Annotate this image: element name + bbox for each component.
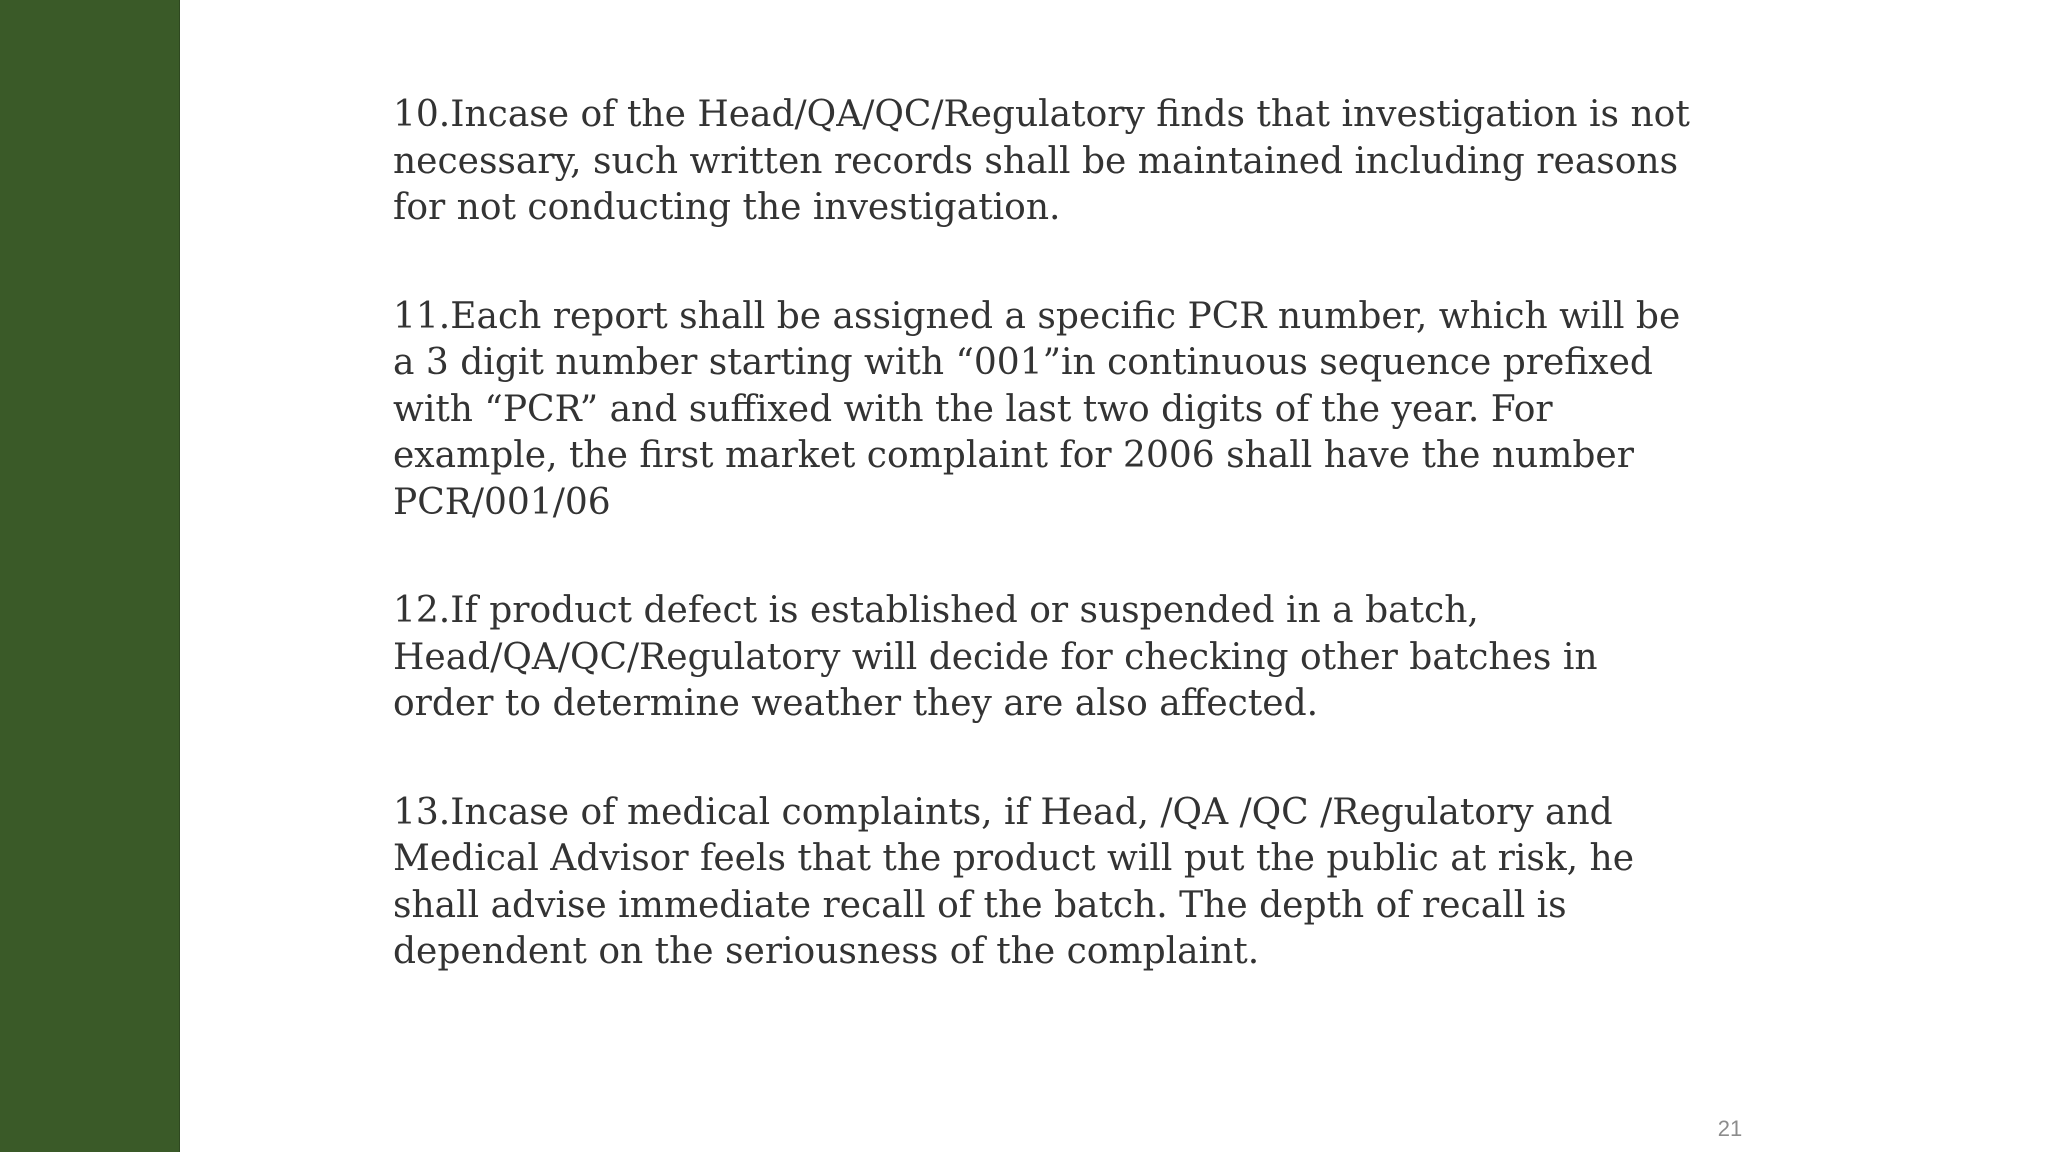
side-accent-bar bbox=[0, 0, 180, 1152]
paragraph-12: 12.If product defect is established or suspended in a batch, Head/QA/QC/Regulatory will decide for checking other batches in order to determine weather they are also affected. bbox=[393, 590, 1598, 724]
paragraph-13: 13.Incase of medical complaints, if Head, /QA /QC /Regulatory and Medical Advisor feels that the product will put the public at risk, he shall advise immediate recall of the batch. The depth of recall is dependent on the seriousness of the complaint. bbox=[393, 791, 1635, 972]
slide-body bbox=[393, 92, 1693, 976]
page-number: 21 bbox=[1717, 1116, 1743, 1141]
paragraph-11: 11.Each report shall be assigned a specific PCR number, which will be a 3 digit number starting with “001”in continuous sequence prefixed with “PCR” and suffixed with the last two digits of the year. For example, the first market complaint for 2006 shall have the number PCR/001/06 bbox=[393, 295, 1681, 523]
paragraph-10: 10.Incase of the Head/QA/QC/Regulatory finds that investigation is not necessary, such written records shall be maintained including reasons for not conducting the investigation. bbox=[393, 94, 1690, 228]
